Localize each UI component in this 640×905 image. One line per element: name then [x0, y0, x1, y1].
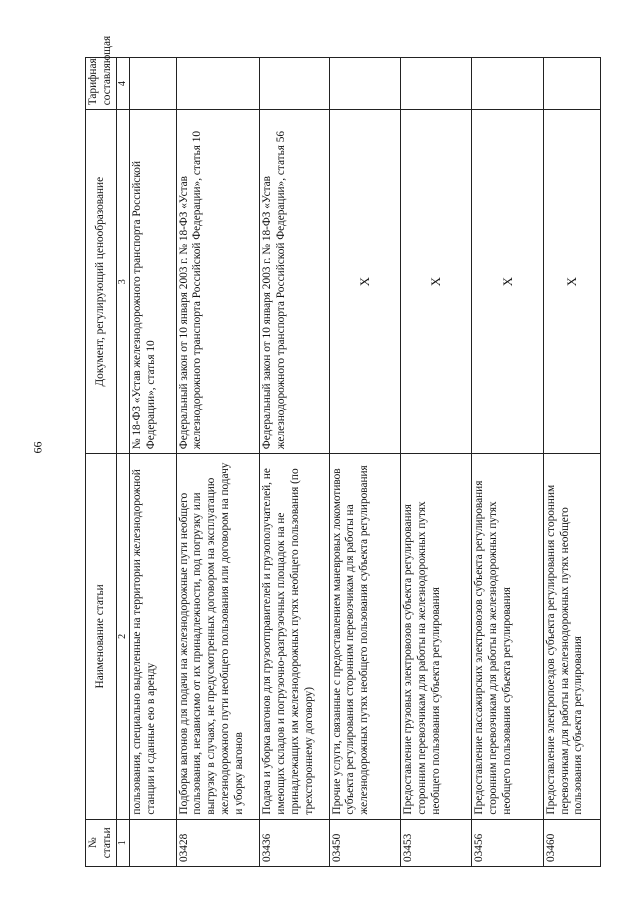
pricing-document: Х	[472, 110, 543, 454]
article-name: Подборка вагонов для подачи на железнодорожные пути необщего пользования, независимо от их принадлежности, под погрузку или выгрузку в случаях, не предусмотренных договором на эксплуатацию железнодорожного пути необщего пользования или договором на подачу и уборку вагонов	[176, 454, 260, 819]
tariff-component	[543, 58, 600, 110]
table-row	[543, 58, 600, 867]
header-article-name: Наименование статьи	[86, 454, 117, 819]
tariff-component	[329, 58, 400, 110]
header-tariff-component: Тарифная составляющая	[86, 58, 117, 110]
pricing-document: Х	[543, 110, 600, 454]
pricing-document: Федеральный закон от 10 января 2003 г. № 18-ФЗ «Устав железнодорожного транспорта Российской Федерации», статья 10	[176, 110, 260, 454]
column-number-row	[116, 58, 129, 867]
header-article-number: № статьи	[86, 819, 117, 866]
article-code: 03453	[401, 819, 472, 866]
tariff-component	[176, 58, 260, 110]
article-name: Предоставление грузовых электровозов субъекта регулирования сторонним перевозчикам для работы на железнодорожных путях необщего пользования субъекта регулирования	[401, 454, 472, 819]
tariff-component	[472, 58, 543, 110]
rotated-table-wrapper	[85, 35, 601, 867]
article-code: 03436	[260, 819, 329, 866]
pricing-document: № 18-ФЗ «Устав железнодорожного транспорта Российской Федерации», статья 10	[129, 110, 176, 454]
pricing-document: Х	[401, 110, 472, 454]
article-name: Прочие услуги, связанные с предоставлением маневровых локомотивов субъекта регулирования сторонним перевозчикам для работы на железнодорожных путях необщего пользования субъекта регулирования	[329, 454, 400, 819]
column-number: 1	[116, 819, 129, 866]
article-code: 03450	[329, 819, 400, 866]
column-number: 3	[116, 110, 129, 454]
header-row	[86, 58, 117, 867]
article-name: Предоставление пассажирских электровозов субъекта регулирования сторонним перевозчикам для работы на железнодорожных путях необщего пользования субъекта регулирования	[472, 454, 543, 819]
article-name: Предоставление электропоездов субъекта регулирования сторонним перевозчикам для работы на железнодорожных путях необщего пользования субъекта регулирования	[543, 454, 600, 819]
article-name: Подача и уборка вагонов для грузоотправителей и грузополучателей, не имеющих складов и погрузочно-разгрузочных площадок на не принадлежащих им железнодорожных путях необщего пользования (по трехстороннему договору)	[260, 454, 329, 819]
tariff-table	[85, 35, 601, 867]
article-code: 03456	[472, 819, 543, 866]
article-code: 03428	[176, 819, 260, 866]
column-number: 2	[116, 454, 129, 819]
tariff-component	[401, 58, 472, 110]
tariff-component	[129, 58, 176, 110]
table-row	[129, 58, 176, 867]
article-name: пользования, специально выделенные на территории железнодорожной станции и сданные ею в аренду	[129, 454, 176, 819]
table-row	[401, 58, 472, 867]
tariff-component	[260, 58, 329, 110]
pricing-document: Федеральный закон от 10 января 2003 г. № 18-ФЗ «Устав железнодорожного транспорта Российской Федерации», статья 56	[260, 110, 329, 454]
table-row	[176, 58, 260, 867]
pricing-document: Х	[329, 110, 400, 454]
header-pricing-document: Документ, регулирующий ценообразование	[86, 110, 117, 454]
page-number: 66	[30, 441, 45, 454]
table-row	[329, 58, 400, 867]
article-code: 03460	[543, 819, 600, 866]
table-row	[472, 58, 543, 867]
article-code	[129, 819, 176, 866]
table-row	[260, 58, 329, 867]
column-number: 4	[116, 58, 129, 110]
